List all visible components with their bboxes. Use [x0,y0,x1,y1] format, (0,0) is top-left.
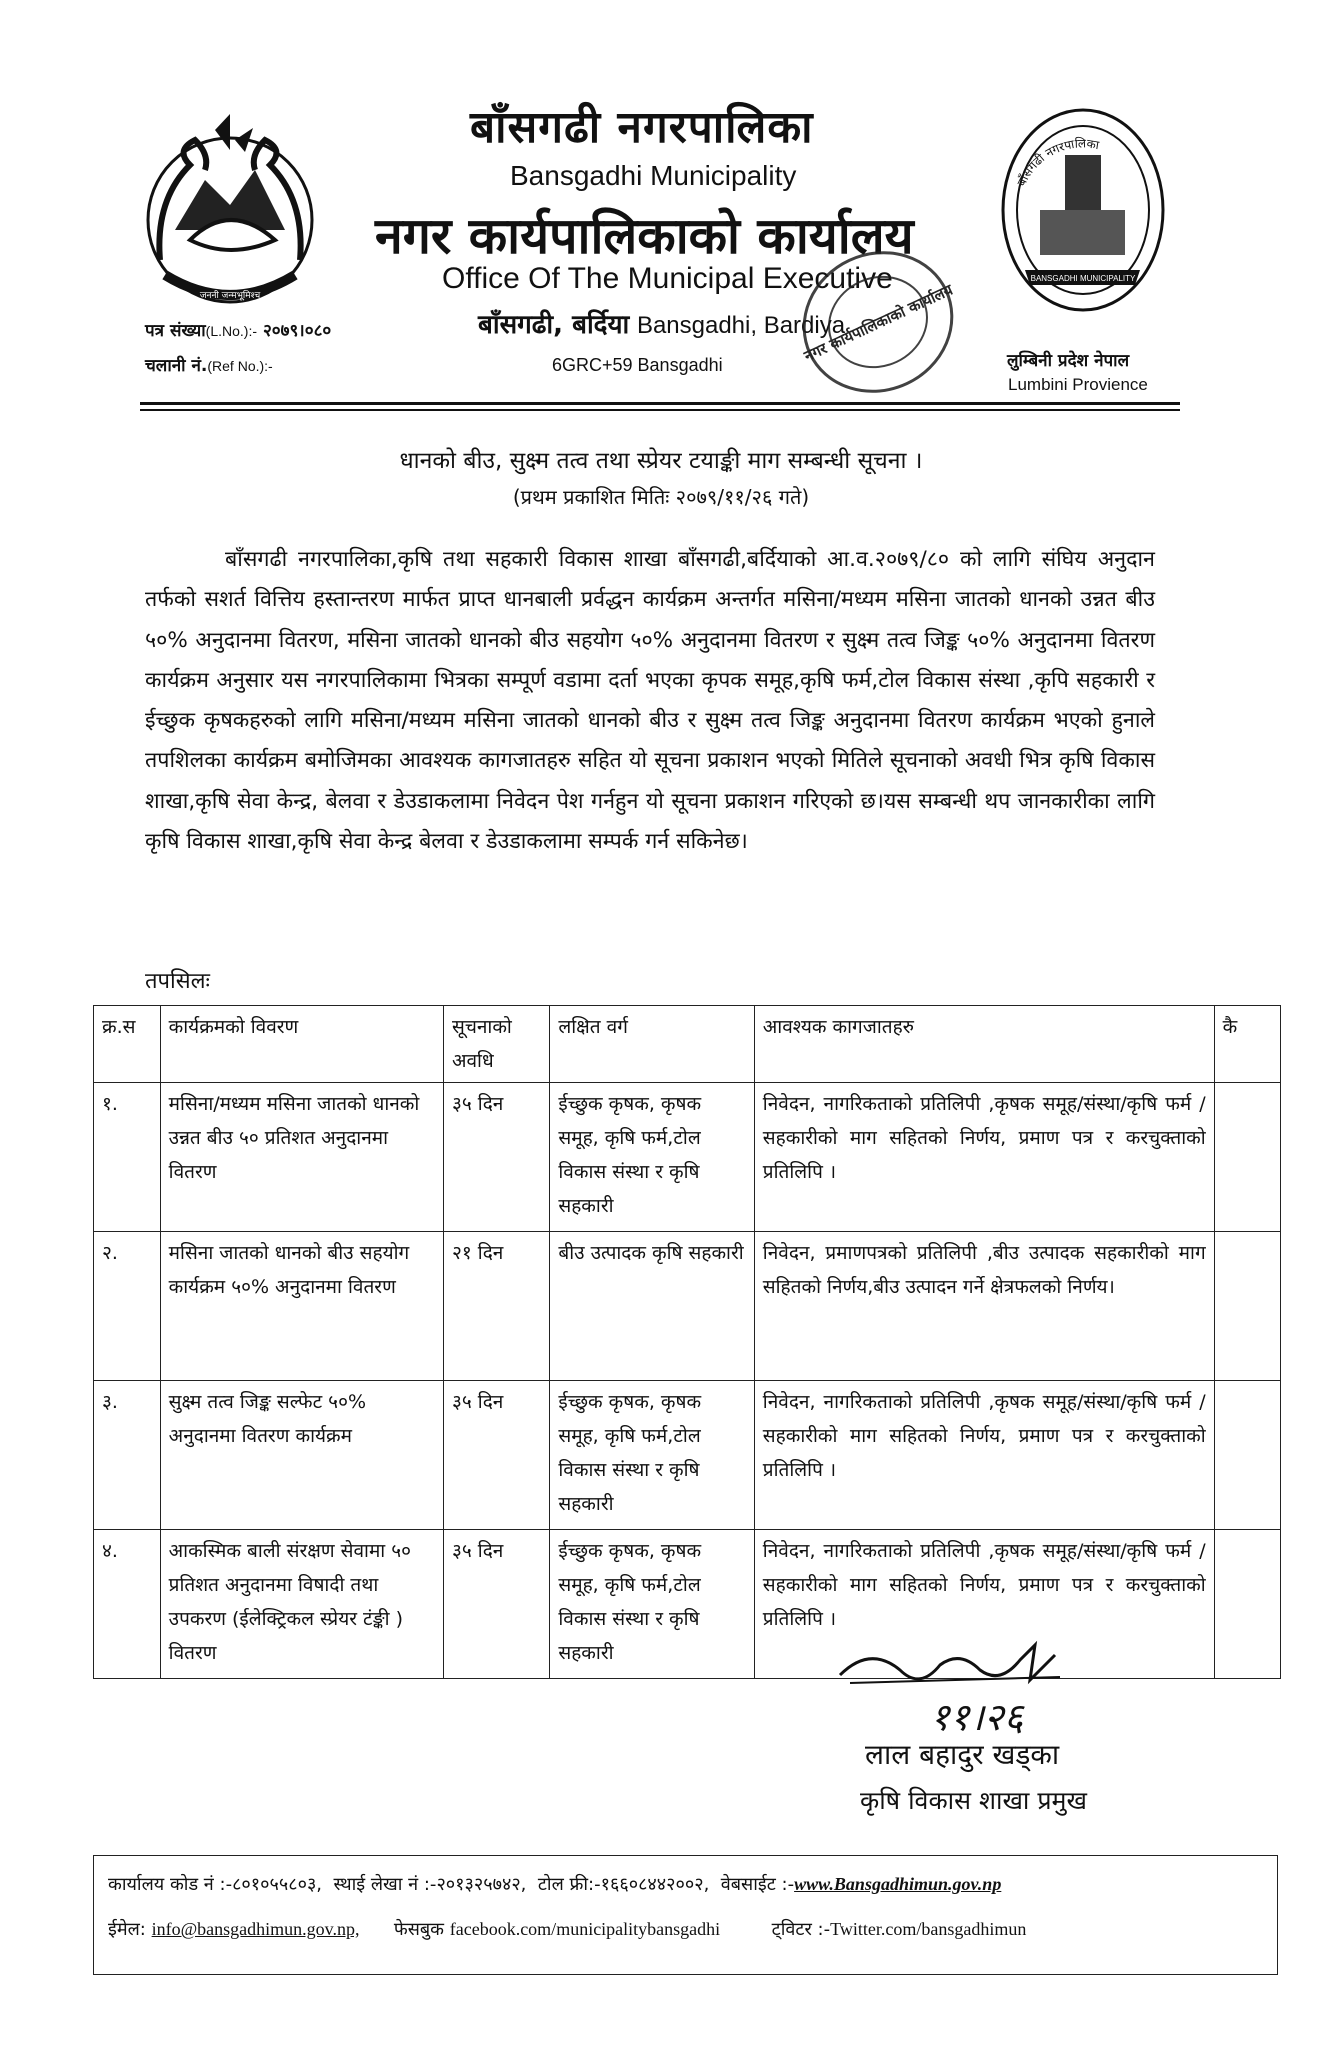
cell-remarks [1214,1083,1280,1232]
signature-date: ११।२६ [930,1695,1024,1739]
cell-remarks [1214,1232,1280,1381]
table-row [94,1381,1281,1530]
address-english: Bansgadhi, Bardiya [636,312,846,339]
cell-target: ईच्छुक कृषक, कृषक समूह, कृषि फर्म,टोल विकास संस्था र कृषि सहकारी [550,1083,754,1232]
col-header-description: कार्यक्रमको विवरण [160,1006,443,1083]
email-label: ईमेल: [108,1919,146,1940]
cell-documents: निवेदन, नागरिकताको प्रतिलिपी ,कृषक समूह/संस्था/कृषि फर्म /सहकारीको माग सहितको निर्णय, प्रमाण पत्र र करचुक्ताको प्रतिलिपि । [754,1083,1214,1232]
cell-duration: ३५ दिन [443,1381,549,1530]
office-name-nepali: नगर कार्यपालिकाको कार्यालय [375,207,914,265]
office-name-english: Office Of The Municipal Executive [442,262,893,295]
nepal-emblem-logo [135,110,325,310]
email-link[interactable]: info@bansgadhimun.gov.np, [151,1919,360,1939]
cell-target: ईच्छुक कृषक, कृषक समूह, कृषि फर्म,टोल विकास संस्था र कृषि सहकारी [550,1381,754,1530]
table-row [94,1530,1281,1679]
signatory-title: कृषि विकास शाखा प्रमुख [860,1786,1087,1815]
official-stamp [790,240,965,405]
website-link[interactable]: www.Bansgadhimun.gov.np [794,1874,1002,1894]
svg-text:जननी जन्मभूमिश्च: जननी जन्मभूमिश्च [199,291,261,301]
plus-code: 6GRC+59 Bansgadhi [552,355,723,375]
details-heading: तपसिलः [145,969,210,994]
municipality-logo [995,100,1170,315]
col-header-duration: सूचनाको अवधि [443,1006,549,1083]
letter-number [145,318,331,341]
signatory-name: लाल बहादुर खड्का [865,1738,1060,1771]
cell-duration: २१ दिन [443,1232,549,1381]
col-header-documents: आवश्यक कागजातहरु [754,1006,1214,1083]
program-table [93,1005,1281,1679]
cell-sn: ३. [94,1381,161,1530]
office-code: ८०१०५५८०३, [232,1874,323,1895]
address-nepali: बाँसगढी, बर्दिया [478,310,630,340]
col-header-target: लक्षित वर्ग [550,1006,754,1083]
reference-number-label: चलानी नं. [145,356,208,376]
notice-body: बाँसगढी नगरपालिका,कृषि तथा सहकारी विकास शाखा बाँसगढी,बर्दियाको आ.व.२०७९/८० को लागि संघिय अनुदान तर्फको सशर्त वित्तिय हस्तान्तरण मार्फत प्राप्त धानबाली प्रर्वद्धन कार्यक्रम अन्तर्गत मसिना/मध्यम मसिना जातको धानको उन्नत बीउ ५०% अनुदानमा वितरण, मसिना जातको धानको बीउ सहयोग ५०% अनुदानमा वितरण र सुक्ष्म तत्व जिङ्क ५०% अनुदानमा वितरण कार्यक्रम अनुसार यस नगरपालिकामा भित्रका सम्पूर्ण वडामा दर्ता भएका कृपक समूह,कृषि फर्म,टोल विकास संस्था ,कृपि सहकारी र ईच्छुक कृषकहरुको लागि मसिना/मध्यम मसिना जातको धानको बीउ र सुक्ष्म तत्व जिङ्क अनुदानमा वितरण कार्यक्रम भएको हुनाले तपशिलका कार्यक्रम बमोजिमका आवश्यक कागजातहरु सहित यो सूचना प्रकाशन भएको मितिले सूचनाको अवधी भित्र कृषि विकास शाखा,कृषि सेवा केन्द्र, बेलवा र डेउडाकलामा निवेदन पेश गर्नहुन यो सूचना प्रकाशन गरिएको छ।यस सम्बन्धी थप जानकारीका लागि कृषि विकास शाखा,कृषि सेवा केन्द्र बेलवा र डेउडाकलामा सम्पर्क गर्न सकिनेछ। [145,547,1155,855]
table-row [94,1083,1281,1232]
table-row [94,1232,1281,1381]
cell-sn: २. [94,1232,161,1381]
cell-remarks [1214,1381,1280,1530]
cell-description: सुक्ष्म तत्व जिङ्क सल्फेट ५०% अनुदानमा वितरण कार्यक्रम [160,1381,443,1530]
letter-number-label-en: (L.No.):- [205,323,258,339]
cell-description: आकस्मिक बाली संरक्षण सेवामा ५० प्रतिशत अनुदानमा विषादी तथा उपकरण (ईलेक्ट्रिकल स्प्रेयर टंङ्की ) वितरण [160,1530,443,1679]
cell-remarks [1214,1530,1280,1679]
header-rule-thin [140,409,1180,411]
province-nepali: लुम्बिनी प्रदेश नेपाल [1007,351,1130,371]
col-header-sn: क्र.स [94,1006,161,1083]
cell-documents: निवेदन, नागरिकताको प्रतिलिपी ,कृषक समूह/संस्था/कृषि फर्म /सहकारीको माग सहितको निर्णय, प्रमाण पत्र र करचुक्ताको प्रतिलिपि । [754,1530,1214,1679]
letter-number-value: २०७९।०८० [262,321,332,341]
municipality-name-nepali: बाँसगढी नगरपालिका [470,102,814,153]
cell-duration: ३५ दिन [443,1083,549,1232]
facebook-label: फेसबुक [393,1919,444,1940]
cell-target: ईच्छुक कृषक, कृषक समूह, कृषि फर्म,टोल विकास संस्था र कृषि सहकारी [550,1530,754,1679]
footer-social-line [108,1917,1026,1941]
table-header-row [94,1006,1281,1083]
cell-target: बीउ उत्पादक कृषि सहकारी [550,1232,754,1381]
office-code-label: कार्यालय कोड नं :- [108,1874,233,1895]
logo-band-text: BANSGADHI MUNICIPALITY [1030,274,1136,283]
cell-description: मसिना/मध्यम मसिना जातको धानको उन्नत बीउ ५० प्रतिशत अनुदानमा वितरण [160,1083,443,1232]
notice-title: धानको बीउ, सुक्ष्म तत्व तथा स्प्रेयर टयाङ्की माग सम्बन्धी सूचना । [399,448,923,474]
stamp-text: नगर कार्यपालिकाको कार्यालय [801,280,956,366]
header-rule [140,402,1180,405]
tollfree-number: १६६०८४४२००२, [600,1874,710,1895]
cell-documents: निवेदन, नागरिकताको प्रतिलिपी ,कृषक समूह/संस्था/कृषि फर्म /सहकारीको माग सहितको निर्णय, प्रमाण पत्र र करचुक्ताको प्रतिलिपि । [754,1381,1214,1530]
twitter-label: ट्विटर :- [771,1919,831,1940]
cell-sn: ४. [94,1530,161,1679]
logo-arc-text: बाँसगढी नगरपालिका [1014,136,1101,189]
website-label: वेबसाईट :- [720,1874,795,1895]
province-english: Lumbini Provience [1008,375,1148,394]
col-header-remarks: कै [1214,1006,1280,1083]
tollfree-label: टोल फ्री:- [537,1874,601,1895]
cell-description: मसिना जातको धानको बीउ सहयोग कार्यक्रम ५०% अनुदानमा वितरण [160,1232,443,1381]
cell-documents: निवेदन, प्रमाणपत्रको प्रतिलिपी ,बीउ उत्पादक सहकारीको माग सहितको निर्णय,बीउ उत्पादन गर्ने क्षेत्रफलको निर्णय। [754,1232,1214,1381]
footer-contact-line [108,1872,1001,1896]
pan-number: २०१३२५७४२, [436,1874,527,1895]
letter-number-label: पत्र संख्या [145,321,206,341]
reference-number-label-en: (Ref No.):- [207,358,273,374]
pan-label: स्थाई लेखा नं :- [333,1874,437,1895]
facebook-link[interactable]: facebook.com/municipalitybansgadhi [449,1919,721,1939]
cell-sn: १. [94,1083,161,1232]
cell-duration: ३५ दिन [443,1530,549,1679]
twitter-link[interactable]: Twitter.com/bansgadhimun [830,1919,1027,1939]
notice-published-date: (प्रथम प्रकाशित मितिः २०७९/११/२६ गते) [512,485,810,509]
reference-number [145,353,273,376]
municipality-name-english: Bansgadhi Municipality [510,160,797,191]
